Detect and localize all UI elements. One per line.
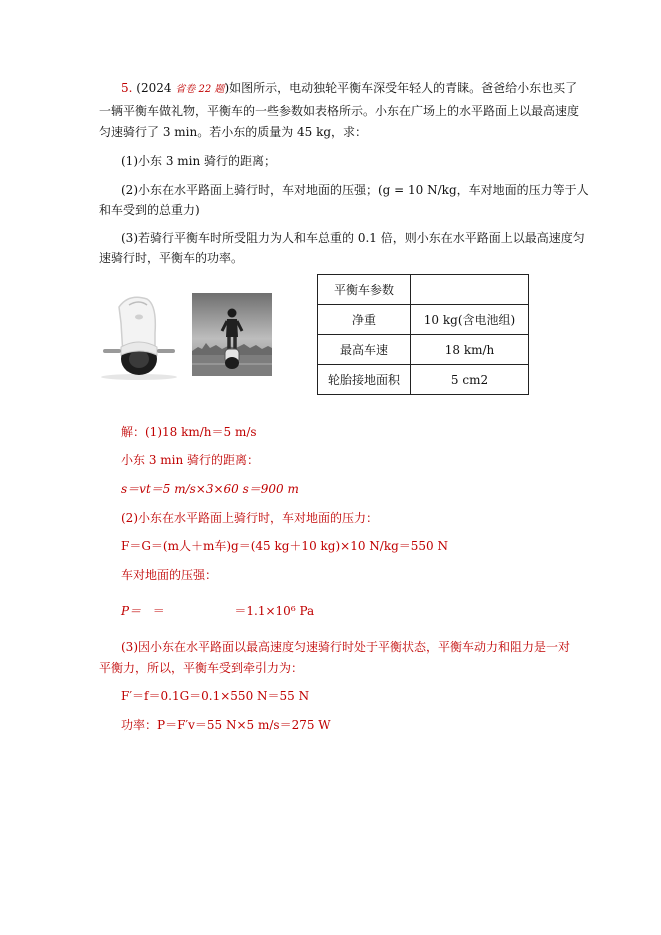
solution-line-5: F＝G＝(m人＋m车)g＝(45 kg＋10 kg)×10 N/kg＝550 N [121,539,449,553]
solution-line-1: 解：(1)18 km/h＝5 m/s [121,425,257,439]
problem-source-close: ) [224,81,230,95]
solution-line-9: 平衡力，所以，平衡车受到牵引力为： [99,661,304,675]
table-cell-value: 10 kg(含电池组) [411,305,529,335]
question-3-line-2: 速骑行时，平衡车的功率。 [99,251,244,265]
problem-number: 5. [121,81,133,95]
rider-photo [192,293,272,376]
question-3-line-1: (3)若骑行平衡车时所受阻力为人和车总重的 0.1 倍，则小东在水平路面上以最高速度匀 [121,231,585,245]
problem-line-2: 一辆平衡车做礼物，平衡车的一些参数如表格所示。小东在广场上的水平路面上以最高速度 [99,104,580,118]
question-2-line-2: 和车受到的总重力) [99,203,200,217]
pressure-symbol: P＝ [121,604,142,618]
problem-line-1 [121,81,577,97]
problem-source-tag: 省卷 22 题 [175,84,225,95]
problem-line-1-text: 如图所示，电动独轮平衡车深受年轻人的青睐。爸爸给小东也买了 [229,81,578,95]
solution-line-10: F′＝f＝0.1G＝0.1×550 N＝55 N [121,689,310,703]
question-1: (1)小东 3 min 骑行的距离； [121,154,277,168]
table-header-label: 平衡车参数 [318,275,411,305]
problem-line-3: 匀速骑行了 3 min。若小东的质量为 45 kg，求： [99,125,368,139]
table-header-row [318,275,529,305]
parameter-table [317,274,529,395]
table-header-value [411,275,529,305]
solution-line-6: 车对地面的压强： [121,568,218,582]
table-cell-value: 5 cm2 [411,365,529,395]
table-row [318,365,529,395]
table-row [318,305,529,335]
solution-line-7 [121,604,314,619]
table-row [318,335,529,365]
table-cell-value: 18 km/h [411,335,529,365]
pressure-result: ＝1.1×10⁶ Pa [234,604,315,618]
solution-line-3: s＝vt＝5 m/s×3×60 s＝900 m [121,482,299,496]
table-cell-label: 轮胎接地面积 [318,365,411,395]
solution-line-11: 功率：P＝F′v＝55 N×5 m/s＝275 W [121,718,331,732]
question-2-line-1: (2)小东在水平路面上骑行时，车对地面的压强；(g = 10 N/kg，车对地面的压力等于人 [121,183,589,197]
pressure-equals-1: ＝ [152,604,165,618]
table-cell-label: 最高车速 [318,335,411,365]
unicycle-image [99,293,179,381]
solution-line-8: (3)因小东在水平路面以最高速度匀速骑行时处于平衡状态，平衡车动力和阻力是一对 [121,640,571,654]
solution-line-2: 小东 3 min 骑行的距离： [121,453,260,467]
problem-source-open: (2024 [136,81,172,95]
solution-line-4: (2)小东在水平路面上骑行时，车对地面的压力： [121,511,378,525]
table-cell-label: 净重 [318,305,411,335]
